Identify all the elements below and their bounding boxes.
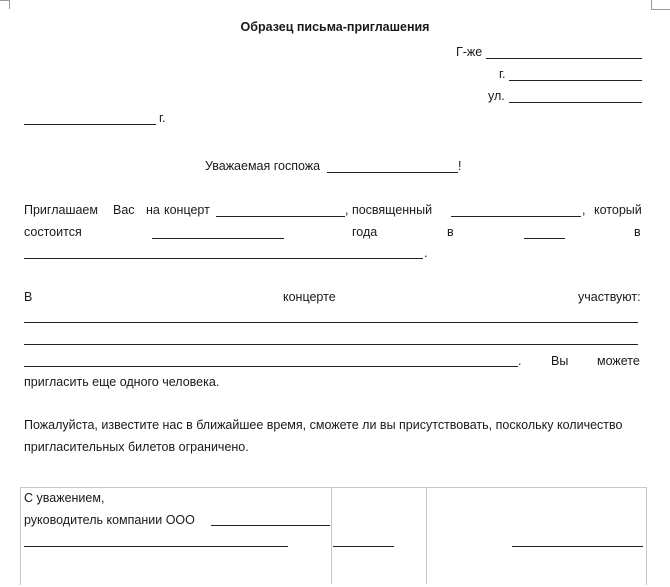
signature-line (333, 546, 394, 547)
signature-table-divider-1 (331, 487, 332, 584)
p1-word-5: , посвященный (345, 203, 433, 217)
seal-line (512, 546, 643, 547)
greeting-text: Уважаемая госпожа (205, 159, 321, 173)
p2-word-1: В (24, 290, 33, 304)
greeting-exclamation: ! (458, 159, 462, 173)
p2-line-4: пригласить еще одного человека. (24, 375, 220, 389)
signature-position: руководитель компании ООО (24, 513, 195, 527)
document-title: Образец письма-приглашения (240, 20, 430, 34)
signature-table (20, 487, 647, 585)
event-date-line (152, 238, 284, 239)
date-line (24, 124, 156, 125)
p1-comma: , (582, 203, 586, 217)
greeting-name-line (327, 172, 458, 173)
participants-line-1 (24, 322, 638, 323)
participants-line-3 (24, 366, 518, 367)
p1-l2-word-3: в (447, 225, 454, 239)
concert-name-line (216, 216, 345, 217)
dedication-line (451, 216, 581, 217)
p3-line-1: Пожалуйста, известите нас в ближайшее время, сможете ли вы присутствовать, поскольку количество (24, 418, 623, 432)
address-town-label: г. (499, 67, 506, 81)
p2-l3-period: . (518, 354, 522, 368)
crop-mark-top-left (0, 0, 9, 1)
p2-l3-word-1: Вы (551, 354, 569, 368)
address-city-label: Г-же (456, 45, 483, 59)
p1-word-3: на (146, 203, 160, 217)
p2-l3-word-2: можете (597, 354, 640, 368)
company-name-line (211, 525, 330, 526)
address-city-line (486, 58, 642, 59)
crop-mark-top-right (651, 9, 670, 10)
p1-l3-period: . (424, 246, 428, 260)
address-town-line (509, 80, 642, 81)
address-street-line (509, 102, 642, 103)
date-suffix: г. (159, 111, 166, 125)
participants-line-2 (24, 344, 638, 345)
address-street-label: ул. (488, 89, 505, 103)
crop-mark-top-right-v (651, 0, 652, 9)
signature-closing: С уважением, (24, 491, 105, 505)
p1-word-2: Вас (113, 203, 135, 217)
signer-name-line (24, 546, 288, 547)
crop-mark-top-left-v (9, 0, 10, 9)
p1-l2-word-2: года (352, 225, 378, 239)
p1-word-1: Приглашаем (24, 203, 98, 217)
p1-word-4: концерт (164, 203, 210, 217)
p2-word-3: участвуют: (578, 290, 641, 304)
p1-l2-word-4: в (634, 225, 641, 239)
venue-line (24, 258, 423, 259)
p2-word-2: концерте (283, 290, 336, 304)
signature-table-divider-2 (426, 487, 427, 584)
p3-line-2: пригласительных билетов ограничено. (24, 440, 249, 454)
event-time-line (524, 238, 565, 239)
p1-l2-word-1: состоится (24, 225, 82, 239)
p1-word-7: который (594, 203, 642, 217)
